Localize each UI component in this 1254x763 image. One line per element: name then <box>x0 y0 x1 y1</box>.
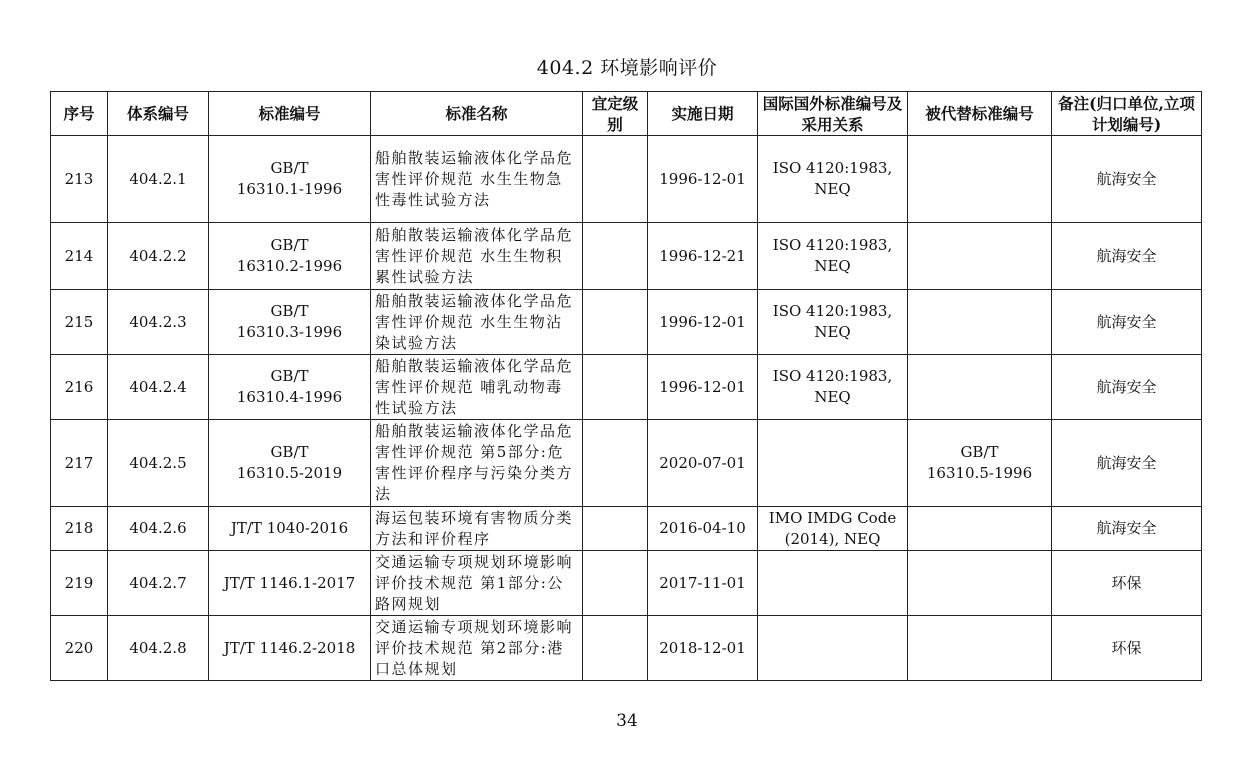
cell-remark: 航海安全 <box>1052 223 1202 290</box>
cell-remark: 环保 <box>1052 616 1202 681</box>
cell-seq: 219 <box>51 551 108 616</box>
cell-intl <box>758 551 908 616</box>
cell-standard-name: 船舶散装运输液体化学品危害性评价规范 水生生物积累性试验方法 <box>371 223 583 290</box>
table-row <box>51 551 1202 616</box>
cell-replaced: GB/T 16310.5-1996 <box>908 420 1052 507</box>
cell-standard-no: JT/T 1146.2-2018 <box>209 616 371 681</box>
cell-system-no: 404.2.6 <box>108 507 209 551</box>
cell-replaced <box>908 507 1052 551</box>
cell-replaced <box>908 616 1052 681</box>
table-row <box>51 223 1202 290</box>
header-impl-date: 实施日期 <box>648 92 758 136</box>
cell-standard-name: 船舶散装运输液体化学品危害性评价规范 哺乳动物毒性试验方法 <box>371 355 583 420</box>
cell-seq: 216 <box>51 355 108 420</box>
cell-standard-no: GB/T 16310.3-1996 <box>209 290 371 355</box>
cell-level <box>583 420 648 507</box>
cell-impl-date: 1996-12-01 <box>648 355 758 420</box>
cell-intl <box>758 616 908 681</box>
cell-intl: ISO 4120:1983, NEQ <box>758 223 908 290</box>
table-body <box>51 136 1202 681</box>
table-row <box>51 290 1202 355</box>
cell-intl: ISO 4120:1983, NEQ <box>758 355 908 420</box>
cell-replaced <box>908 355 1052 420</box>
cell-remark: 航海安全 <box>1052 136 1202 223</box>
cell-intl: ISO 4120:1983, NEQ <box>758 290 908 355</box>
page-number: 34 <box>616 711 638 731</box>
cell-remark: 航海安全 <box>1052 355 1202 420</box>
cell-standard-no: JT/T 1040-2016 <box>209 507 371 551</box>
cell-replaced <box>908 223 1052 290</box>
cell-replaced <box>908 290 1052 355</box>
cell-remark: 航海安全 <box>1052 290 1202 355</box>
cell-remark: 环保 <box>1052 551 1202 616</box>
cell-system-no: 404.2.4 <box>108 355 209 420</box>
cell-standard-name: 交通运输专项规划环境影响评价技术规范 第2部分:港口总体规划 <box>371 616 583 681</box>
table-row <box>51 507 1202 551</box>
cell-system-no: 404.2.1 <box>108 136 209 223</box>
cell-standard-no: GB/T 16310.5-2019 <box>209 420 371 507</box>
section-title: 404.2 环境影响评价 <box>536 57 718 79</box>
cell-level <box>583 507 648 551</box>
cell-system-no: 404.2.2 <box>108 223 209 290</box>
cell-impl-date: 1996-12-01 <box>648 290 758 355</box>
header-seq: 序号 <box>51 92 108 136</box>
cell-standard-no: GB/T 16310.4-1996 <box>209 355 371 420</box>
header-intl: 国际国外标准编号及采用关系 <box>758 92 908 136</box>
cell-standard-no: GB/T 16310.2-1996 <box>209 223 371 290</box>
cell-system-no: 404.2.7 <box>108 551 209 616</box>
cell-system-no: 404.2.8 <box>108 616 209 681</box>
cell-seq: 215 <box>51 290 108 355</box>
header-remark: 备注(归口单位,立项计划编号) <box>1052 92 1202 136</box>
cell-seq: 218 <box>51 507 108 551</box>
cell-intl: ISO 4120:1983, NEQ <box>758 136 908 223</box>
cell-seq: 214 <box>51 223 108 290</box>
header-system-no: 体系编号 <box>108 92 209 136</box>
cell-seq: 213 <box>51 136 108 223</box>
cell-level <box>583 136 648 223</box>
table-row <box>51 616 1202 681</box>
cell-system-no: 404.2.5 <box>108 420 209 507</box>
header-replaced: 被代替标准编号 <box>908 92 1052 136</box>
cell-system-no: 404.2.3 <box>108 290 209 355</box>
cell-seq: 217 <box>51 420 108 507</box>
cell-remark: 航海安全 <box>1052 420 1202 507</box>
standards-table <box>50 91 1202 681</box>
cell-replaced <box>908 551 1052 616</box>
cell-replaced <box>908 136 1052 223</box>
cell-level <box>583 551 648 616</box>
cell-standard-name: 海运包装环境有害物质分类方法和评价程序 <box>371 507 583 551</box>
table-row <box>51 355 1202 420</box>
cell-intl: IMO IMDG Code (2014), NEQ <box>758 507 908 551</box>
cell-standard-no: JT/T 1146.1-2017 <box>209 551 371 616</box>
cell-level <box>583 355 648 420</box>
cell-level <box>583 616 648 681</box>
cell-standard-name: 船舶散装运输液体化学品危害性评价规范 第5部分:危害性评价程序与污染分类方法 <box>371 420 583 507</box>
cell-impl-date: 2017-11-01 <box>648 551 758 616</box>
cell-standard-name: 船舶散装运输液体化学品危害性评价规范 水生生物急性毒性试验方法 <box>371 136 583 223</box>
cell-impl-date: 1996-12-21 <box>648 223 758 290</box>
cell-standard-name: 交通运输专项规划环境影响评价技术规范 第1部分:公路网规划 <box>371 551 583 616</box>
cell-intl <box>758 420 908 507</box>
table-header-row <box>51 92 1202 136</box>
cell-remark: 航海安全 <box>1052 507 1202 551</box>
cell-level <box>583 290 648 355</box>
header-standard-name: 标准名称 <box>371 92 583 136</box>
cell-impl-date: 2016-04-10 <box>648 507 758 551</box>
cell-seq: 220 <box>51 616 108 681</box>
cell-standard-no: GB/T 16310.1-1996 <box>209 136 371 223</box>
cell-standard-name: 船舶散装运输液体化学品危害性评价规范 水生生物沾染试验方法 <box>371 290 583 355</box>
cell-impl-date: 2020-07-01 <box>648 420 758 507</box>
table-row <box>51 136 1202 223</box>
header-level: 宜定级别 <box>583 92 648 136</box>
cell-impl-date: 2018-12-01 <box>648 616 758 681</box>
cell-impl-date: 1996-12-01 <box>648 136 758 223</box>
cell-level <box>583 223 648 290</box>
table-row <box>51 420 1202 507</box>
header-standard-no: 标准编号 <box>209 92 371 136</box>
